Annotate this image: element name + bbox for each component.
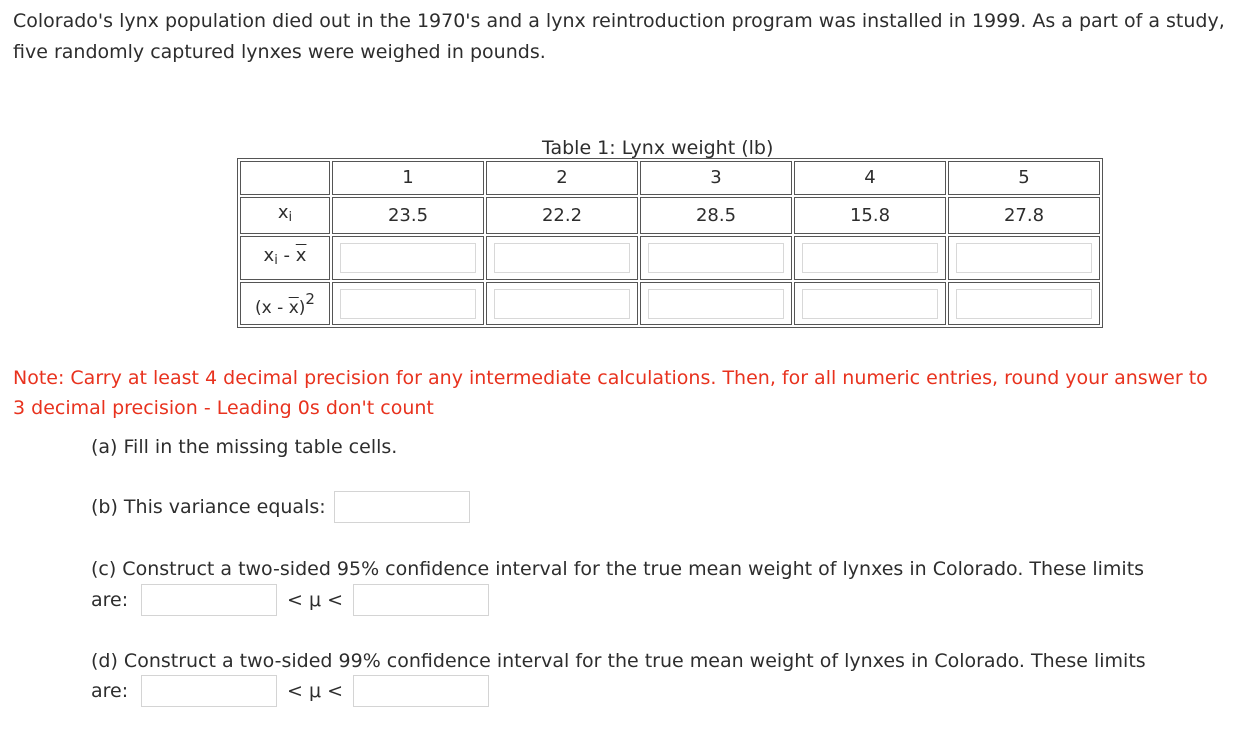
question-d: (d) Construct a two-sided 99% confidence interval for the true mean weight of lynxes in Colorado. These limits <box>91 650 1146 672</box>
index-cell: 4 <box>794 161 946 195</box>
precision-note: Note: Carry at least 4 decimal precision for any intermediate calculations. Then, for all numeric entries, round your answer to 3 decimal precision - Leading 0s don't count <box>13 367 1208 419</box>
table-caption: Table 1: Lynx weight (lb) <box>542 137 774 159</box>
mu-inequality: < μ < <box>286 588 343 611</box>
ci99-lower-input[interactable] <box>141 675 277 707</box>
squared-deviation-input-4[interactable] <box>802 289 938 319</box>
index-cell: 2 <box>486 161 638 195</box>
value-cell: 23.5 <box>332 197 484 234</box>
header-blank-cell <box>240 161 330 195</box>
problem-intro: Colorado's lynx population died out in the 1970's and a lynx reintroduction program was installed in 1999. As a part of a study, five randomly captured lynxes were weighed in pounds. <box>13 10 1225 63</box>
row-label-squared-deviation: $(x - \overline{x})2$ <box>240 282 330 325</box>
index-cell: 5 <box>948 161 1100 195</box>
are-label: are: <box>91 679 129 702</box>
deviation-input-4[interactable] <box>802 243 938 273</box>
question-c: (c) Construct a two-sided 95% confidence interval for the true mean weight of lynxes in Colorado. These limits <box>91 558 1145 580</box>
row-label-xi: $x_i$ <box>240 197 330 234</box>
index-cell: 1 <box>332 161 484 195</box>
ci99-row <box>91 674 489 706</box>
deviation-input-2[interactable] <box>494 243 630 273</box>
value-cell: 28.5 <box>640 197 792 234</box>
value-cell: 27.8 <box>948 197 1100 234</box>
ci95-lower-input[interactable] <box>141 584 277 616</box>
value-cell: 15.8 <box>794 197 946 234</box>
question-b <box>91 491 470 523</box>
ci99-upper-input[interactable] <box>353 675 489 707</box>
are-label: are: <box>91 588 129 611</box>
index-cell: 3 <box>640 161 792 195</box>
squared-deviation-input-5[interactable] <box>956 289 1092 319</box>
squared-deviation-input-2[interactable] <box>494 289 630 319</box>
ci95-row <box>91 583 489 615</box>
ci95-upper-input[interactable] <box>353 584 489 616</box>
variance-input[interactable] <box>334 491 470 523</box>
lynx-weight-table <box>237 158 1103 328</box>
table-row-index <box>240 161 1100 195</box>
table-row-values <box>240 197 1100 234</box>
deviation-input-5[interactable] <box>956 243 1092 273</box>
row-label-deviation: $x_i - \overline{x}$ <box>240 236 330 280</box>
squared-deviation-input-3[interactable] <box>648 289 784 319</box>
squared-deviation-input-1[interactable] <box>340 289 476 319</box>
table-row-deviation <box>240 236 1100 280</box>
table-row-squared-deviation <box>240 282 1100 325</box>
value-cell: 22.2 <box>486 197 638 234</box>
deviation-input-3[interactable] <box>648 243 784 273</box>
mu-inequality: < μ < <box>286 679 343 702</box>
question-b-text: (b) This variance equals: <box>91 496 326 518</box>
deviation-input-1[interactable] <box>340 243 476 273</box>
question-a: (a) Fill in the missing table cells. <box>91 436 398 458</box>
